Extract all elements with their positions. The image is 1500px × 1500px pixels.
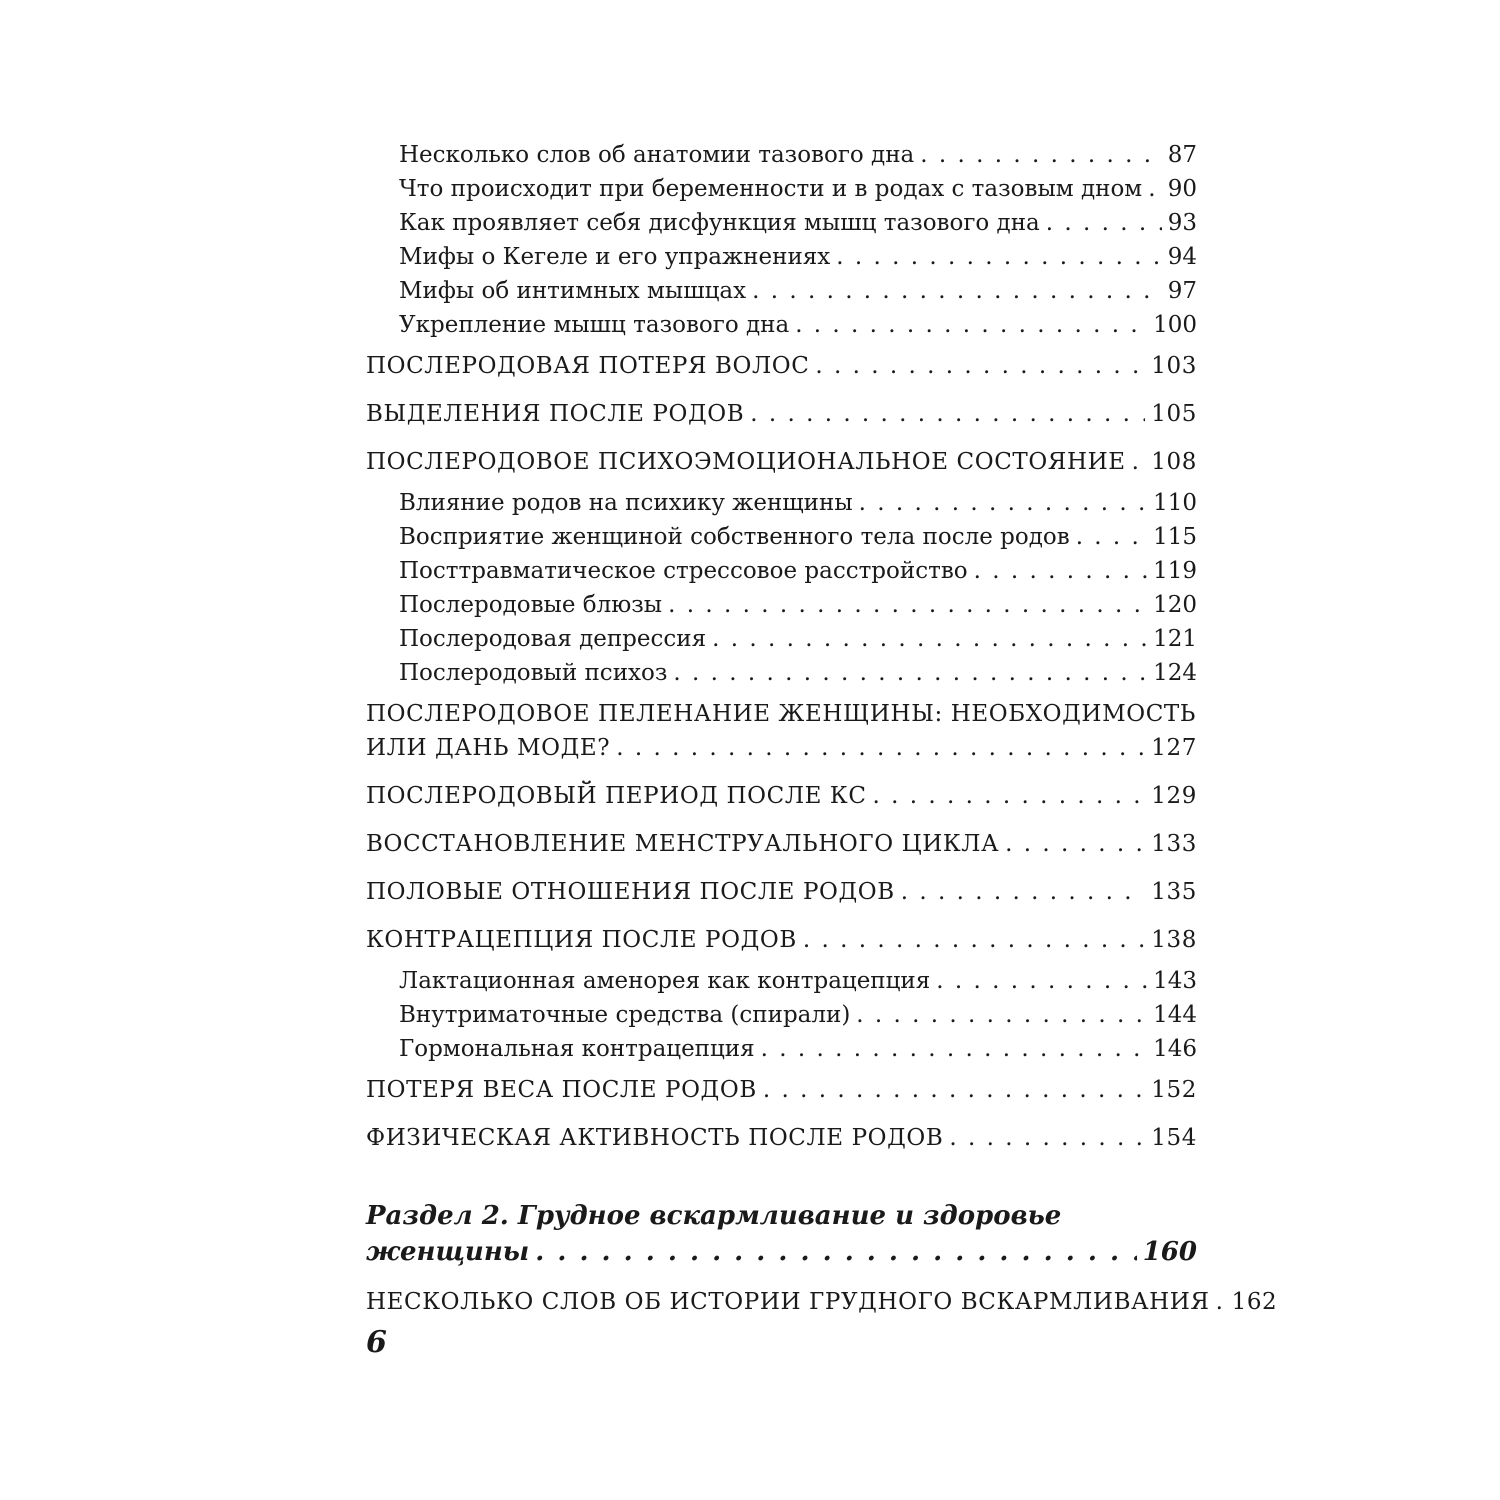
- entry-title: Восприятие женщиной собственного тела после родов: [399, 524, 1070, 550]
- toc-chapter[interactable]: [366, 772, 1197, 820]
- chapter-page: 129: [1151, 783, 1197, 809]
- chapter-title: ПОТЕРЯ ВЕСА ПОСЛЕ РОДОВ: [366, 1077, 757, 1103]
- chapter-page: 138: [1151, 927, 1197, 953]
- dot-leader: [673, 656, 1147, 690]
- dot-leader: [920, 138, 1161, 172]
- dot-leader: [1046, 206, 1162, 240]
- chapter-title: ПОСЛЕРОДОВАЯ ПОТЕРЯ ВОЛОС: [366, 353, 810, 379]
- entry-title: Мифы о Кегеле и его упражнениях: [399, 244, 831, 270]
- chapter-page: 108: [1151, 449, 1197, 475]
- table-of-contents: [366, 138, 1278, 1326]
- chapter-title: ПОЛОВЫЕ ОТНОШЕНИЯ ПОСЛЕ РОДОВ: [366, 879, 895, 905]
- chapter-title-line1: ПОСЛЕРОДОВОЕ ПЕЛЕНАНИЕ ЖЕНЩИНЫ: НЕОБХОДИМОСТЬ: [366, 701, 1196, 727]
- entry-page: 143: [1153, 968, 1197, 994]
- chapter-title-line2: ИЛИ ДАНЬ МОДЕ?: [366, 735, 611, 761]
- dot-leader: [616, 731, 1145, 765]
- dot-leader: [949, 1114, 1145, 1162]
- toc-chapter[interactable]: [366, 390, 1197, 438]
- toc-subentry[interactable]: [366, 206, 1197, 240]
- toc-subentry[interactable]: [366, 1032, 1197, 1066]
- entry-title: Лактационная аменорея как контрацепция: [399, 968, 931, 994]
- dot-leader: [1148, 172, 1162, 206]
- entry-title: Послеродовый психоз: [399, 660, 668, 686]
- dot-leader: [752, 274, 1162, 308]
- toc-subentry[interactable]: [366, 622, 1197, 656]
- chapter-title: ПОСЛЕРОДОВОЕ ПСИХОЭМОЦИОНАЛЬНОЕ СОСТОЯНИЕ: [366, 449, 1126, 475]
- entry-page: 87: [1167, 142, 1197, 168]
- entry-title: Гормональная контрацепция: [399, 1036, 755, 1062]
- dot-leader: [761, 1032, 1147, 1066]
- toc-chapter[interactable]: [366, 342, 1197, 390]
- dot-leader: [974, 554, 1147, 588]
- entry-title: Как проявляет себя дисфункция мышц тазового дна: [399, 210, 1040, 236]
- toc-subentry[interactable]: [366, 138, 1197, 172]
- toc-subentry[interactable]: [366, 656, 1197, 690]
- toc-subentry[interactable]: [366, 240, 1197, 274]
- entry-title: Послеродовая депрессия: [399, 626, 707, 652]
- chapter-title: ВЫДЕЛЕНИЯ ПОСЛЕ РОДОВ: [366, 401, 745, 427]
- chapter-title: ВОССТАНОВЛЕНИЕ МЕНСТРУАЛЬНОГО ЦИКЛА: [366, 831, 1000, 857]
- section-page: 160: [1142, 1237, 1197, 1267]
- dot-leader: [668, 588, 1147, 622]
- section-title-line2: женщины: [366, 1237, 530, 1267]
- entry-page: 93: [1167, 210, 1197, 236]
- dot-leader: [856, 998, 1147, 1032]
- toc-chapter[interactable]: [366, 916, 1197, 964]
- entry-title: Несколько слов об анатомии тазового дна: [399, 142, 915, 168]
- toc-subentry[interactable]: [366, 998, 1197, 1032]
- entry-page: 124: [1153, 660, 1197, 686]
- dot-leader: [873, 772, 1146, 820]
- toc-chapter[interactable]: [366, 438, 1197, 486]
- toc-subentry[interactable]: [366, 274, 1197, 308]
- entry-page: 97: [1167, 278, 1197, 304]
- entry-page: 94: [1167, 244, 1197, 270]
- entry-page: 119: [1153, 558, 1197, 584]
- toc-chapter[interactable]: [366, 868, 1197, 916]
- chapter-page: 154: [1151, 1125, 1197, 1151]
- toc-chapter[interactable]: [366, 820, 1197, 868]
- toc-chapter[interactable]: [366, 1114, 1197, 1162]
- dot-leader: [1216, 1278, 1226, 1326]
- toc-section-heading[interactable]: [366, 1198, 1197, 1270]
- dot-leader: [859, 486, 1147, 520]
- toc-subentry[interactable]: [366, 554, 1197, 588]
- entry-title: Укрепление мышц тазового дна: [399, 312, 790, 338]
- entry-title: Мифы об интимных мышцах: [399, 278, 747, 304]
- entry-page: 144: [1153, 1002, 1197, 1028]
- entry-page: 110: [1153, 490, 1197, 516]
- entry-page: 115: [1153, 524, 1197, 550]
- dot-leader: [1076, 520, 1147, 554]
- entry-page: 121: [1153, 626, 1197, 652]
- chapter-page: 135: [1151, 879, 1197, 905]
- chapter-page: 105: [1151, 401, 1197, 427]
- dot-leader: [763, 1066, 1145, 1114]
- entry-title: Что происходит при беременности и в родах с тазовым дном: [399, 176, 1143, 202]
- dot-leader: [815, 342, 1145, 390]
- dot-leader: [712, 622, 1147, 656]
- chapter-title: ФИЗИЧЕСКАЯ АКТИВНОСТЬ ПОСЛЕ РОДОВ: [366, 1125, 944, 1151]
- entry-title: Внутриматочные средства (спирали): [399, 1002, 851, 1028]
- entry-page: 146: [1153, 1036, 1197, 1062]
- toc-subentry[interactable]: [366, 964, 1197, 998]
- entry-title: Влияние родов на психику женщины: [399, 490, 853, 516]
- toc-subentry[interactable]: [366, 172, 1197, 206]
- page-number: 6: [366, 1325, 387, 1360]
- dot-leader: [803, 916, 1145, 964]
- chapter-page: 162: [1231, 1289, 1278, 1315]
- dot-leader: [795, 308, 1147, 342]
- entry-page: 90: [1167, 176, 1197, 202]
- chapter-title: ПОСЛЕРОДОВЫЙ ПЕРИОД ПОСЛЕ КС: [366, 783, 867, 809]
- entry-page: 120: [1153, 592, 1197, 618]
- dot-leader: [901, 868, 1146, 916]
- dot-leader: [535, 1234, 1136, 1270]
- entry-title: Посттравматическое стрессовое расстройство: [399, 558, 968, 584]
- chapter-title: НЕСКОЛЬКО СЛОВ ОБ ИСТОРИИ ГРУДНОГО ВСКАРМЛИВАНИЯ: [366, 1289, 1210, 1315]
- entry-title: Послеродовые блюзы: [399, 592, 663, 618]
- toc-subentry[interactable]: [366, 486, 1197, 520]
- dot-leader: [836, 240, 1161, 274]
- chapter-title: КОНТРАЦЕПЦИЯ ПОСЛЕ РОДОВ: [366, 927, 797, 953]
- toc-chapter-multiline[interactable]: [366, 697, 1197, 765]
- dot-leader: [936, 964, 1147, 998]
- toc-chapter[interactable]: [366, 1278, 1278, 1326]
- dot-leader: [1005, 820, 1145, 868]
- entry-page: 100: [1153, 312, 1197, 338]
- toc-subentry[interactable]: [366, 588, 1197, 622]
- chapter-page: 152: [1151, 1077, 1197, 1103]
- toc-subentry[interactable]: [366, 520, 1197, 554]
- chapter-page: 133: [1151, 831, 1197, 857]
- toc-chapter[interactable]: [366, 1066, 1197, 1114]
- section-title-line1: Раздел 2. Грудное вскармливание и здоровье: [366, 1201, 1062, 1231]
- toc-subentry[interactable]: [366, 308, 1197, 342]
- dot-leader: [750, 390, 1145, 438]
- dot-leader: [1132, 438, 1146, 486]
- chapter-page: 103: [1151, 353, 1197, 379]
- chapter-page: 127: [1151, 735, 1197, 761]
